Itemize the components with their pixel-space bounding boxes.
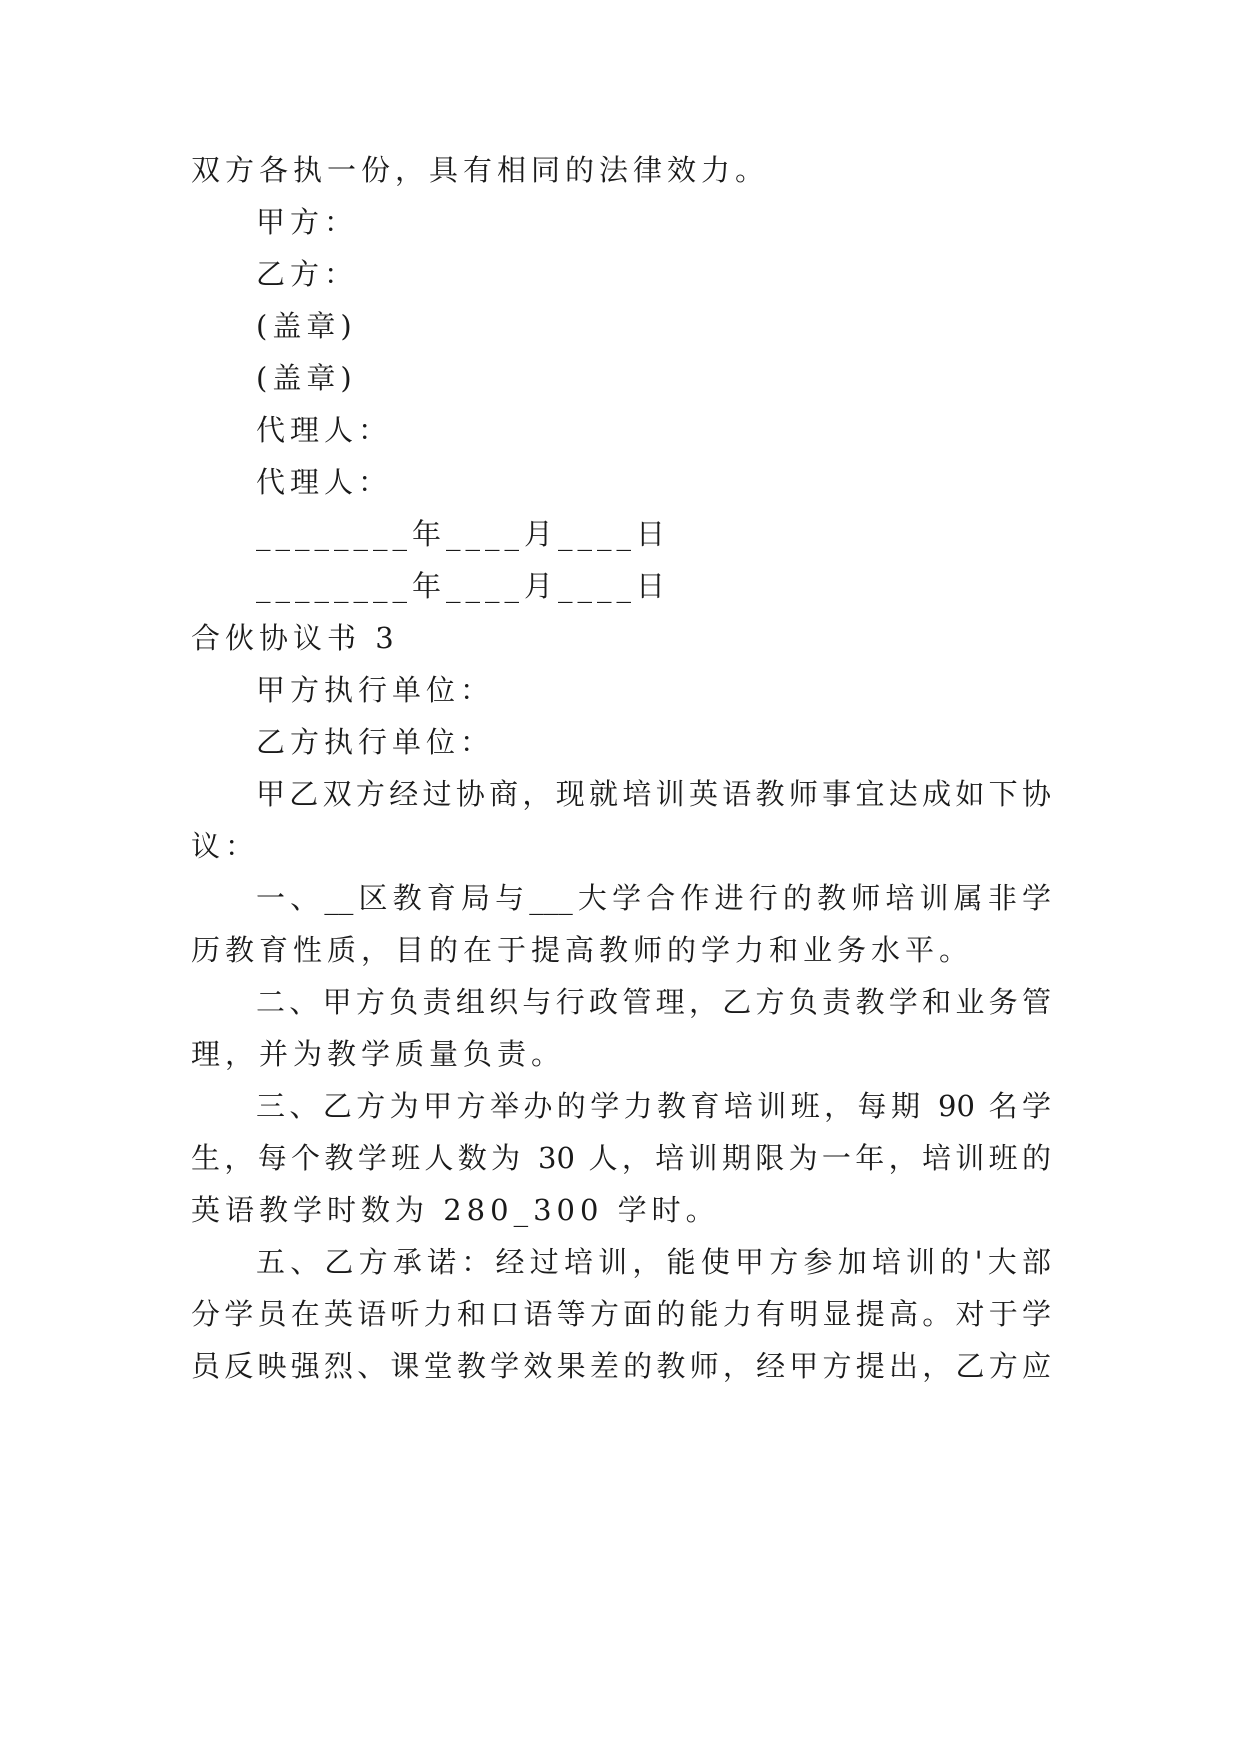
party-a-unit-label: 甲方执行单位： (256, 673, 495, 707)
clause-5-line: 分学员在英语听力和口语等方面的能力有明显提高。对于学 (191, 1297, 1051, 1331)
clause-3-line: 生，每个教学班人数为 30 人，培训期限为一年，培训班的 (191, 1141, 1051, 1175)
party-b-label: 乙方： (256, 257, 359, 291)
seal-label: (盖章) (256, 309, 357, 343)
seal-label: (盖章) (256, 361, 357, 395)
party-a-label: 甲方： (256, 205, 359, 239)
clause-2-line: 理，并为教学质量负责。 (191, 1037, 566, 1071)
agent-label: 代理人： (256, 413, 393, 447)
paragraph-line: 甲乙双方经过协商，现就培训英语教师事宜达成如下协 (256, 777, 1051, 811)
paragraph-line: 议： (191, 829, 260, 863)
section-heading: 合伙协议书 3 (191, 621, 399, 655)
paragraph-line: 双方各执一份，具有相同的法律效力。 (191, 153, 770, 187)
clause-5-line: 五、乙方承诺：经过培训，能使甲方参加培训的'大部 (256, 1245, 1051, 1279)
party-b-unit-label: 乙方执行单位： (256, 725, 495, 759)
clause-3-line: 英语教学时数为 280_300 学时。 (191, 1193, 720, 1227)
agent-label: 代理人： (256, 465, 393, 499)
clause-3-line: 三、乙方为甲方举办的学力教育培训班，每期 90 名学 (256, 1089, 1051, 1123)
clause-5-line: 员反映强烈、课堂教学效果差的教师，经甲方提出，乙方应 (191, 1349, 1051, 1383)
date-line: ________年____月____日 (256, 517, 671, 551)
date-line: ________年____月____日 (256, 569, 671, 603)
clause-1-line: 历教育性质，目的在于提高教师的学力和业务水平。 (191, 933, 974, 967)
clause-2-line: 二、甲方负责组织与行政管理，乙方负责教学和业务管 (256, 985, 1051, 1019)
clause-1-line: 一、__区教育局与___大学合作进行的教师培训属非学 (256, 881, 1051, 915)
